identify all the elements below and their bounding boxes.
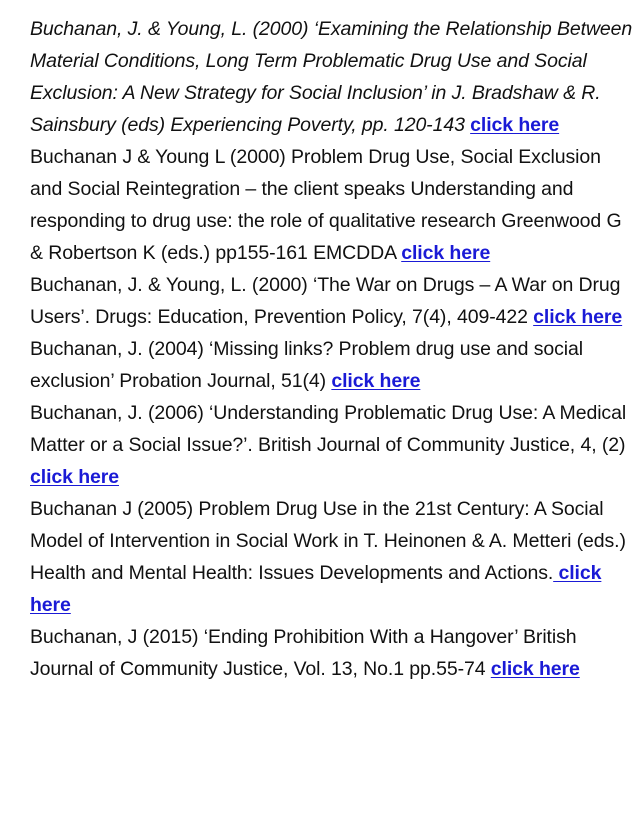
click-here-link[interactable]: click here <box>30 466 119 488</box>
reference-list <box>30 13 636 685</box>
reference-text: Buchanan, J. (2006) ‘Understanding Problematic Drug Use: A Medical Matter or a Social Issue?’. British Journal of Community Justice, 4, (2) <box>30 402 627 456</box>
reference-text: Buchanan, J. & Young, L. (2000) ‘Examining the Relationship Between Material Conditions, Long Term Problematic Drug Use and Social Exclusion: A New Strategy for Social Inclusion’ in J. Bradshaw & R. Sainsbury (eds) Experiencing Poverty, pp. 120-143 <box>30 18 633 136</box>
reference-item <box>30 269 636 333</box>
reference-item <box>30 621 636 685</box>
reference-item <box>30 397 636 493</box>
click-here-link[interactable]: click here <box>533 306 623 328</box>
click-here-link[interactable]: click here <box>331 370 421 392</box>
reference-text: Buchanan J (2005) Problem Drug Use in the 21st Century: A Social Model of Intervention in Social Work in T. Heinonen & A. Metteri (eds.) Health and Mental Health: Issues Developments and Actions. <box>30 498 626 584</box>
reference-item <box>30 141 636 269</box>
click-here-link[interactable]: click here <box>470 114 560 136</box>
reference-text: Buchanan J & Young L (2000) Problem Drug Use, Social Exclusion and Social Reintegration – the client speaks Understanding and responding to drug use: the role of qualitative research Greenwood G & Robertson K (eds.) pp155-161 EMCDDA <box>30 146 622 264</box>
reference-text: Buchanan, J. (2004) ‘Missing links? Problem drug use and social exclusion’ Probation Journal, 51(4) <box>30 338 583 392</box>
reference-item <box>30 493 636 621</box>
click-here-link[interactable]: click here <box>30 562 602 616</box>
reference-item <box>30 333 636 397</box>
click-here-link[interactable]: click here <box>490 658 580 680</box>
reference-text: Buchanan, J (2015) ‘Ending Prohibition With a Hangover’ British Journal of Community Justice, Vol. 13, No.1 pp.55-74 <box>30 626 577 680</box>
click-here-link[interactable]: click here <box>401 242 491 264</box>
reference-item <box>30 13 636 141</box>
reference-text: Buchanan, J. & Young, L. (2000) ‘The War on Drugs – A War on Drug Users’. Drugs: Education, Prevention Policy, 7(4), 409-422 <box>30 274 621 328</box>
